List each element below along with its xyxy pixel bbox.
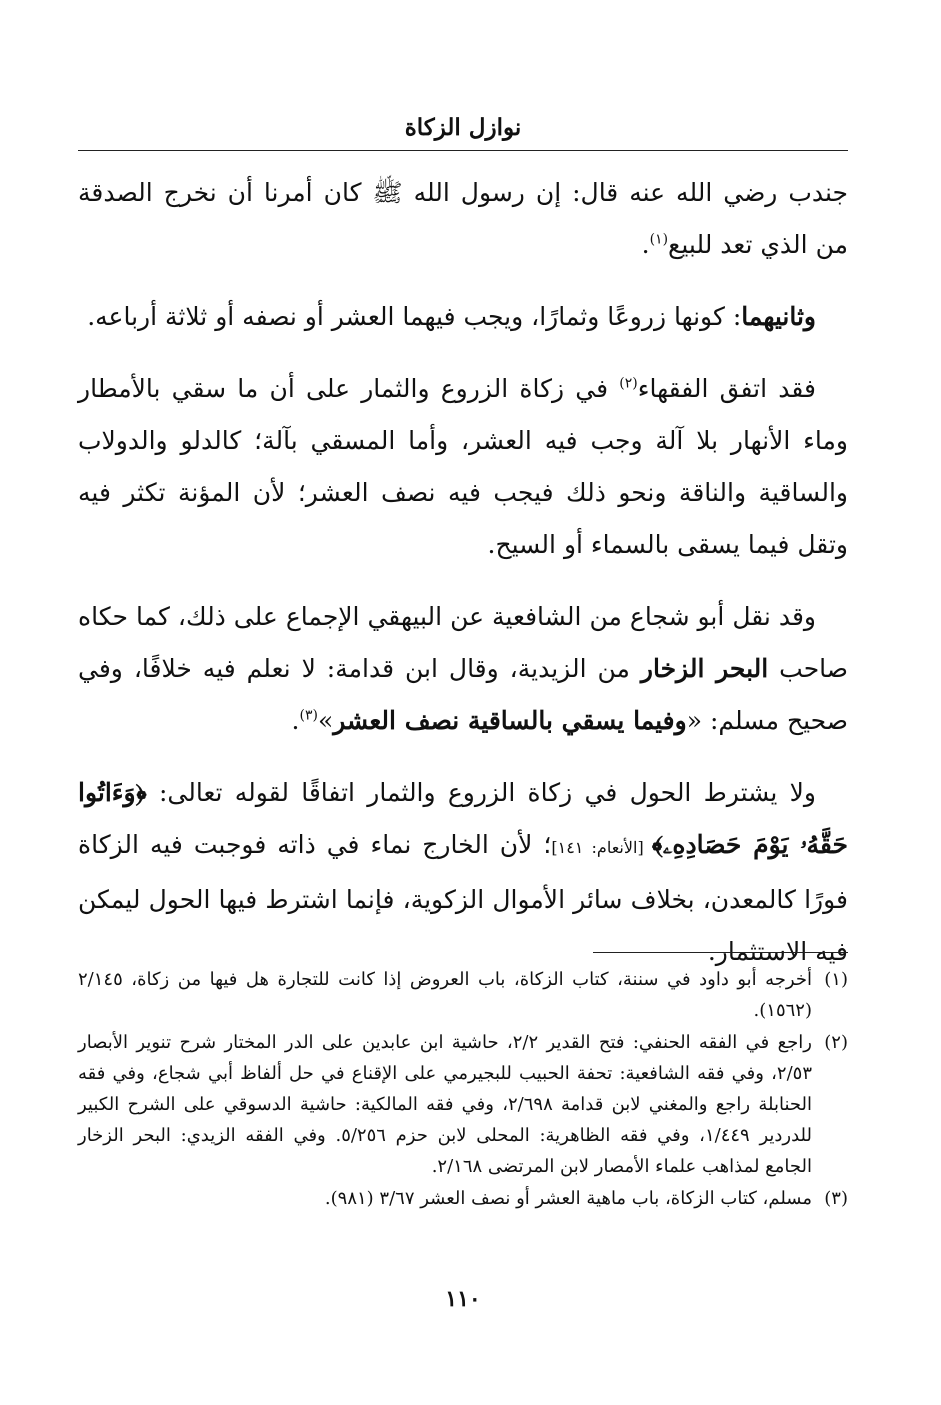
- footnote-3: [78, 1183, 848, 1214]
- footnote-ref-1[interactable]: (١): [649, 231, 669, 248]
- footnote-number: (١): [824, 969, 848, 990]
- footnotes: [78, 964, 848, 1215]
- paragraph-3-text-a: فقد اتفق الفقهاء: [637, 374, 816, 403]
- footnote-ref-3[interactable]: (٣): [299, 707, 318, 724]
- paragraph-1-text: جندب رضي الله عنه قال: إن رسول الله ﷺ كان أمرنا أن نخرج الصدقة من الذي تعد للبيع: [78, 178, 848, 259]
- page: [78, 110, 848, 1312]
- paragraph-4-text-c: »: [317, 706, 334, 735]
- footnote-ref-2[interactable]: (٢): [619, 375, 638, 392]
- paragraph-3: [78, 363, 848, 571]
- footnote-text: مسلم، كتاب الزكاة، باب ماهية العشر أو نصف العشر ٣/٦٧ (٩٨١).: [324, 1188, 812, 1209]
- page-number: ١١٠: [445, 1286, 481, 1312]
- paragraph-4: [78, 591, 848, 747]
- paragraph-4-text-b: من الزيدية، وقال ابن قدامة: لا نعلم فيه خلافًا، وفي صحيح مسلم: «: [78, 654, 848, 735]
- paragraph-2: [78, 291, 848, 343]
- paragraph-5: [78, 767, 848, 978]
- paragraph-5-text-a: ولا يشترط الحول في زكاة الزروع والثمار اتفاقًا لقوله تعالى:: [146, 778, 816, 807]
- verse-reference: [الأنعام: ١٤١]: [551, 838, 652, 857]
- footnote-number: (٣): [824, 1188, 848, 1209]
- header-rule: [78, 150, 848, 151]
- paragraph-1: [78, 167, 848, 271]
- paragraph-2-lead: وثانيهما: [741, 302, 816, 331]
- paragraph-3-text-b: في زكاة الزروع والثمار على أن ما سقي بالأمطار وماء الأنهار بلا آلة وجب فيه العشر، وأما المسقي بآلة؛ كالدلو والدولاب والساقية والناقة ونحو ذلك فيجب فيه نصف العشر؛ لأن المؤنة تكثر فيه وتقل فيما يسقى بالسماء أو السيح.: [78, 374, 848, 559]
- footnote-2: [78, 1027, 848, 1182]
- footnote-separator: [593, 952, 848, 953]
- quran-verse: ﴿وَءَاتُوا حَقَّهُۥ يَوْمَ حَصَادِهِۦ﴾: [78, 778, 848, 859]
- paragraph-4-bold-a: البحر الزخار: [640, 654, 769, 683]
- paragraph-4-text-a: وقد نقل أبو شجاع من الشافعية عن البيهقي الإجماع على ذلك، كما حكاه صاحب: [78, 602, 848, 683]
- main-text: [78, 167, 848, 978]
- footnote-text: راجع في الفقه الحنفي: فتح القدير ٢/٢، حاشية ابن عابدين على الدر المختار شرح تنوير الأبصار ٢/٥٣، وفي فقه الشافعية: تحفة الحبيب للبجيرمي على الإقناع في حل ألفاظ أبي شجاع، وفي فقه الحنابلة راجع والمغني لابن قدامة ٢/٦٩٨، وفي فقه المالكية: حاشية الدسوقي على الشرح الكبير للدردير ١/٤٤٩، وفي فقه الظاهرية: المحلى لابن حزم ٥/٢٥٦. وفي الفقه الزيدي: البحر الزخار الجامع لمذاهب علماء الأمصار لابن المرتضى ٢/١٦٨.: [78, 1032, 813, 1177]
- paragraph-2-text: : كونها زروعًا وثمارًا، ويجب فيهما العشر أو نصفه أو ثلاثة أرباعه.: [87, 302, 742, 331]
- footnote-1: [78, 964, 848, 1026]
- paragraph-1-end: .: [641, 230, 650, 259]
- footnote-number: (٢): [824, 1032, 848, 1053]
- paragraph-4-end: .: [291, 706, 300, 735]
- paragraph-4-bold-b: وفيما يسقي بالساقية نصف العشر: [333, 706, 687, 735]
- footnote-text: أخرجه أبو داود في سننة، كتاب الزكاة، باب العروض إذا كانت للتجارة هل فيها من زكاة، ٢/١٤٥ (١٥٦٢).: [78, 969, 812, 1021]
- running-title: نوازل الزكاة: [404, 114, 522, 141]
- paragraph-5-text-b: ؛ لأن الخارج نماء في ذاته فوجبت فيه الزكاة فورًا كالمعدن، بخلاف سائر الأموال الزكوية، فإنما اشترط فيها الحول ليمكن فيه الاستثمار.: [78, 830, 848, 966]
